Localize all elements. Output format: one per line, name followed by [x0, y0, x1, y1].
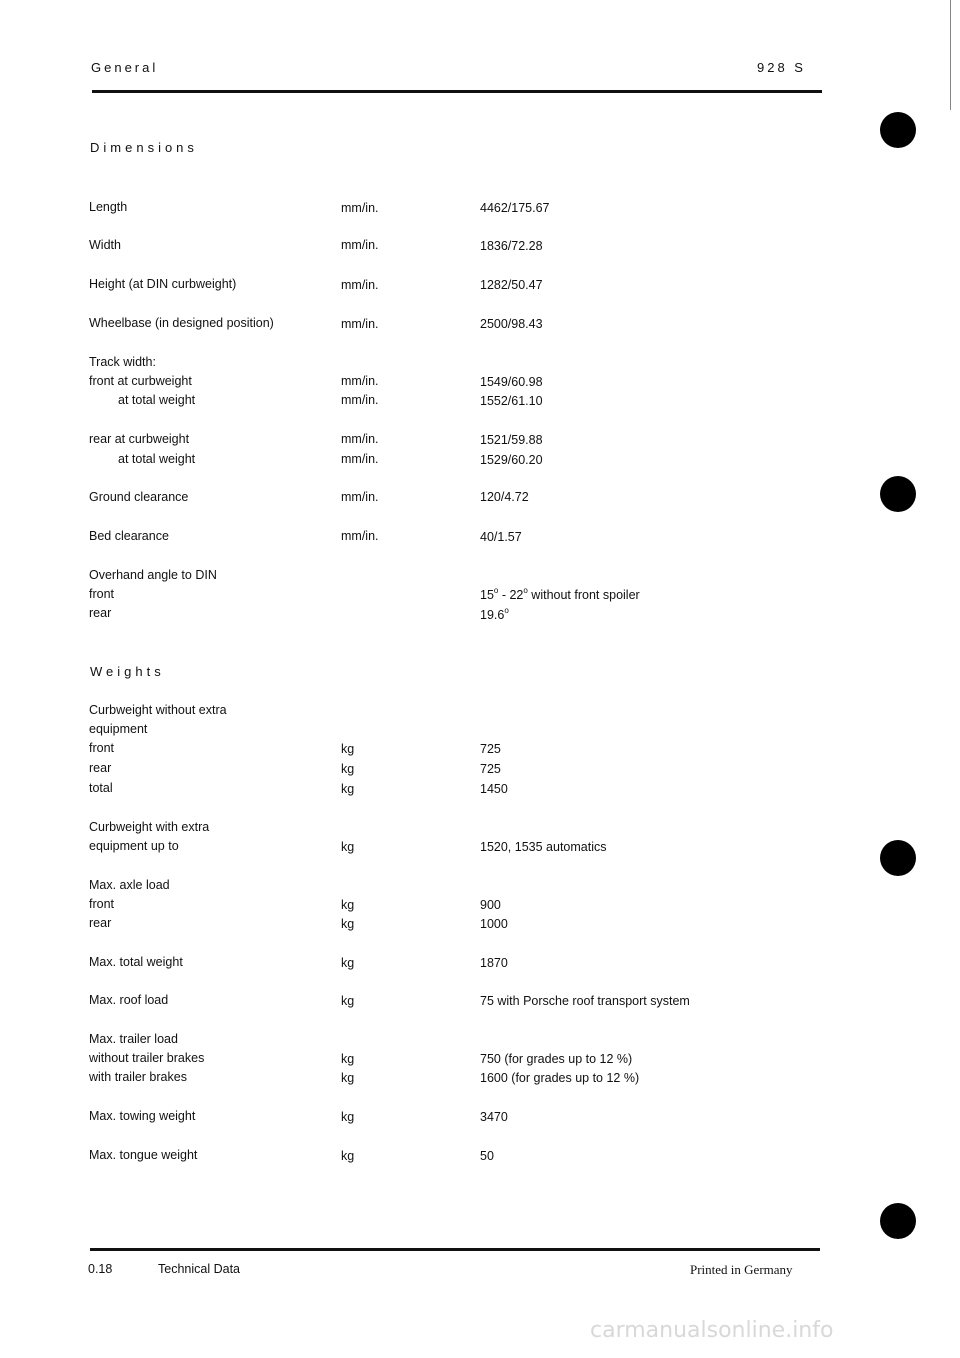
binder-hole-icon	[880, 840, 916, 876]
width-label: Width	[89, 238, 121, 252]
total-weight-value: 1870	[480, 956, 508, 970]
height-label: Height (at DIN curbweight)	[89, 277, 237, 291]
towing-weight-value: 3470	[480, 1110, 508, 1124]
overhang-front-value: 15$^o$ - 22$^o$ without front spoiler	[480, 586, 640, 602]
trailer-with-label: with trailer brakes	[89, 1070, 187, 1084]
curbweight-total-value: 1450	[480, 782, 508, 796]
track-rear-curb-label: rear at curbweight	[89, 432, 190, 446]
header-model: 928 S	[757, 60, 806, 75]
overhang-front-label: front	[89, 587, 115, 601]
axle-rear-label: rear	[89, 916, 112, 930]
trailer-with-value: 1600 (for grades up to 12 %)	[480, 1071, 640, 1085]
trailer-without-unit: kg	[341, 1052, 355, 1066]
printed-in: Printed in Germany	[690, 1262, 793, 1277]
trailer-without-label: without trailer brakes	[89, 1051, 205, 1065]
curbweight-extra-label-2: equipment up to	[89, 839, 179, 853]
bed-clearance-value: 40/1.57	[480, 530, 522, 544]
axle-load-label: Max. axle load	[89, 878, 170, 892]
width-unit: mm/in.	[341, 238, 379, 252]
tongue-weight-value: 50	[480, 1149, 494, 1163]
ground-clearance-unit: mm/in.	[341, 490, 379, 504]
roof-load-label: Max. roof load	[89, 993, 169, 1007]
overhang-label: Overhand angle to DIN	[89, 568, 217, 582]
wheelbase-label: Wheelbase (in designed position)	[89, 316, 274, 330]
total-weight-unit: kg	[341, 956, 355, 970]
curbweight-rear-value: 725	[480, 762, 501, 776]
track-front-total-value: 1552/61.10	[480, 394, 543, 408]
curbweight-front-unit: kg	[341, 742, 355, 756]
binder-hole-icon	[880, 112, 916, 148]
roof-load-value: 75 with Porsche roof transport system	[480, 994, 690, 1008]
bed-clearance-label: Bed clearance	[89, 529, 169, 543]
towing-weight-label: Max. towing weight	[89, 1109, 196, 1123]
height-value: 1282/50.47	[480, 278, 543, 292]
binder-hole-icon	[880, 476, 916, 512]
axle-rear-value: 1000	[480, 917, 508, 931]
tongue-weight-label: Max. tongue weight	[89, 1148, 198, 1162]
curbweight-total-label: total	[89, 781, 113, 795]
track-front-curb-label: front at curbweight	[89, 374, 192, 388]
curbweight-front-label: front	[89, 741, 115, 755]
length-label: Length	[89, 200, 128, 214]
footer-title: Technical Data	[158, 1262, 240, 1276]
track-front-curb-unit: mm/in.	[341, 374, 379, 388]
track-rear-curb-value: 1521/59.88	[480, 433, 543, 447]
wheelbase-unit: mm/in.	[341, 317, 379, 331]
page-number: 0.18	[88, 1262, 113, 1276]
track-width-label: Track width:	[89, 355, 156, 369]
overhang-rear-label: rear	[89, 606, 112, 620]
curbweight-extra-value: 1520, 1535 automatics	[480, 840, 607, 854]
length-value: 4462/175.67	[480, 201, 550, 215]
header-divider	[92, 90, 822, 93]
curbweight-extra-unit: kg	[341, 840, 355, 854]
width-value: 1836/72.28	[480, 239, 543, 253]
curbweight-rear-label: rear	[89, 761, 112, 775]
curbweight-no-extra-label: Curbweight without extra	[89, 703, 227, 717]
bed-clearance-unit: mm/in.	[341, 529, 379, 543]
binder-hole-icon	[880, 1203, 916, 1239]
header-section-title: General	[91, 60, 159, 75]
curbweight-front-value: 725	[480, 742, 501, 756]
track-front-total-label: at total weight	[118, 393, 196, 407]
footer-divider	[90, 1248, 820, 1251]
ground-clearance-label: Ground clearance	[89, 490, 189, 504]
trailer-with-unit: kg	[341, 1071, 355, 1085]
page-edge-line	[950, 0, 951, 110]
trailer-load-label: Max. trailer load	[89, 1032, 178, 1046]
towing-weight-unit: kg	[341, 1110, 355, 1124]
total-weight-label: Max. total weight	[89, 955, 183, 969]
curbweight-rear-unit: kg	[341, 762, 355, 776]
dimensions-heading: Dimensions	[90, 140, 198, 155]
axle-front-unit: kg	[341, 898, 355, 912]
curbweight-no-extra-label-2: equipment	[89, 722, 148, 736]
ground-clearance-value: 120/4.72	[480, 490, 529, 504]
axle-front-value: 900	[480, 898, 501, 912]
wheelbase-value: 2500/98.43	[480, 317, 543, 331]
trailer-without-value: 750 (for grades up to 12 %)	[480, 1052, 633, 1066]
track-front-curb-value: 1549/60.98	[480, 375, 543, 389]
curbweight-extra-label: Curbweight with extra	[89, 820, 210, 834]
curbweight-total-unit: kg	[341, 782, 355, 796]
axle-rear-unit: kg	[341, 917, 355, 931]
track-rear-curb-unit: mm/in.	[341, 432, 379, 446]
roof-load-unit: kg	[341, 994, 355, 1008]
overhang-rear-value: 19.6$^o$	[480, 606, 509, 622]
length-unit: mm/in.	[341, 201, 379, 215]
axle-front-label: front	[89, 897, 115, 911]
weights-heading: Weights	[90, 664, 165, 679]
track-front-total-unit: mm/in.	[341, 393, 379, 407]
watermark: carmanualsonline.info	[590, 1318, 834, 1343]
track-rear-total-unit: mm/in.	[341, 452, 379, 466]
track-rear-total-value: 1529/60.20	[480, 453, 543, 467]
height-unit: mm/in.	[341, 278, 379, 292]
track-rear-total-label: at total weight	[118, 452, 196, 466]
tongue-weight-unit: kg	[341, 1149, 355, 1163]
